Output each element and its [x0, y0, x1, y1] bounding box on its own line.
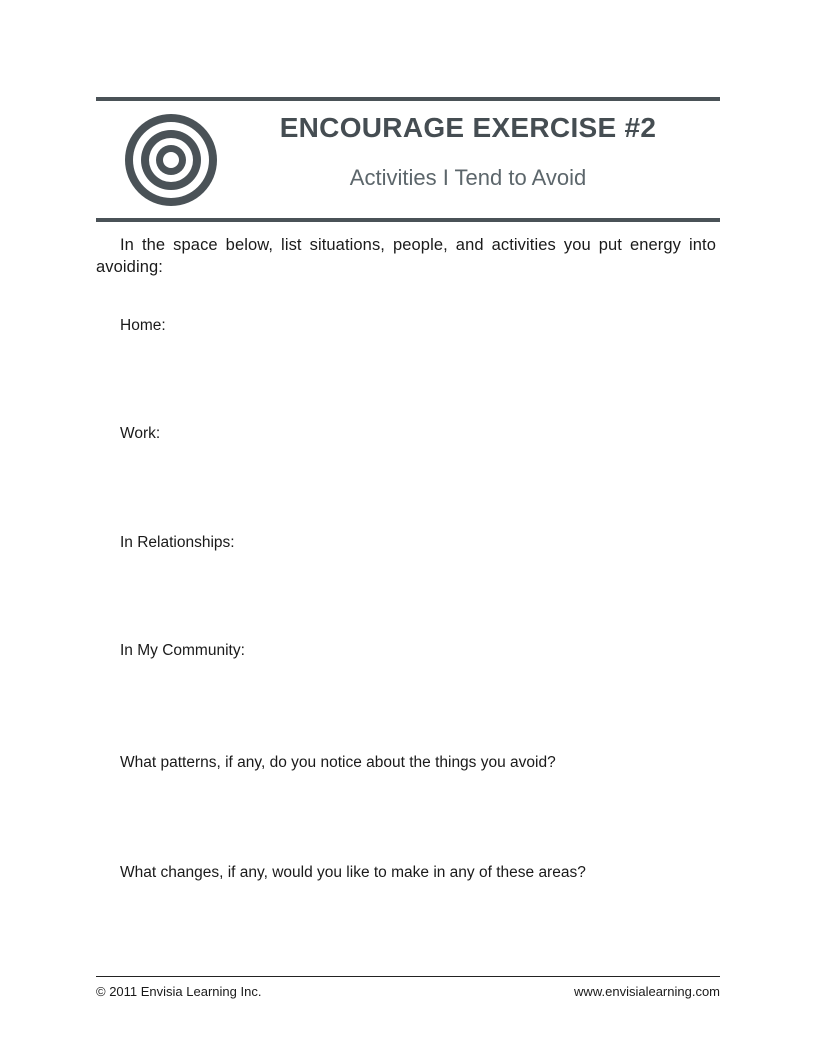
- prompt-relationships: In Relationships:: [120, 534, 235, 551]
- target-icon: [125, 114, 217, 206]
- intro-paragraph: In the space below, list situations, people, and activities you put energy into avoiding:: [96, 236, 716, 276]
- footer-website-link[interactable]: www.envisialearning.com: [574, 984, 720, 999]
- header-top-rule: [96, 97, 720, 101]
- prompt-patterns: What patterns, if any, do you notice about the things you avoid?: [120, 754, 556, 771]
- page-subtitle: Activities I Tend to Avoid: [349, 165, 587, 190]
- header-bottom-rule: [96, 218, 720, 222]
- footer-rule: [96, 976, 720, 977]
- prompt-community: In My Community:: [120, 642, 245, 659]
- prompt-home: Home:: [120, 317, 166, 334]
- prompt-changes: What changes, if any, would you like to make in any of these areas?: [120, 864, 586, 881]
- page-title: ENCOURAGE EXERCISE #2: [279, 112, 657, 143]
- prompt-work: Work:: [120, 425, 161, 442]
- footer-copyright: © 2011 Envisia Learning Inc.: [96, 984, 262, 999]
